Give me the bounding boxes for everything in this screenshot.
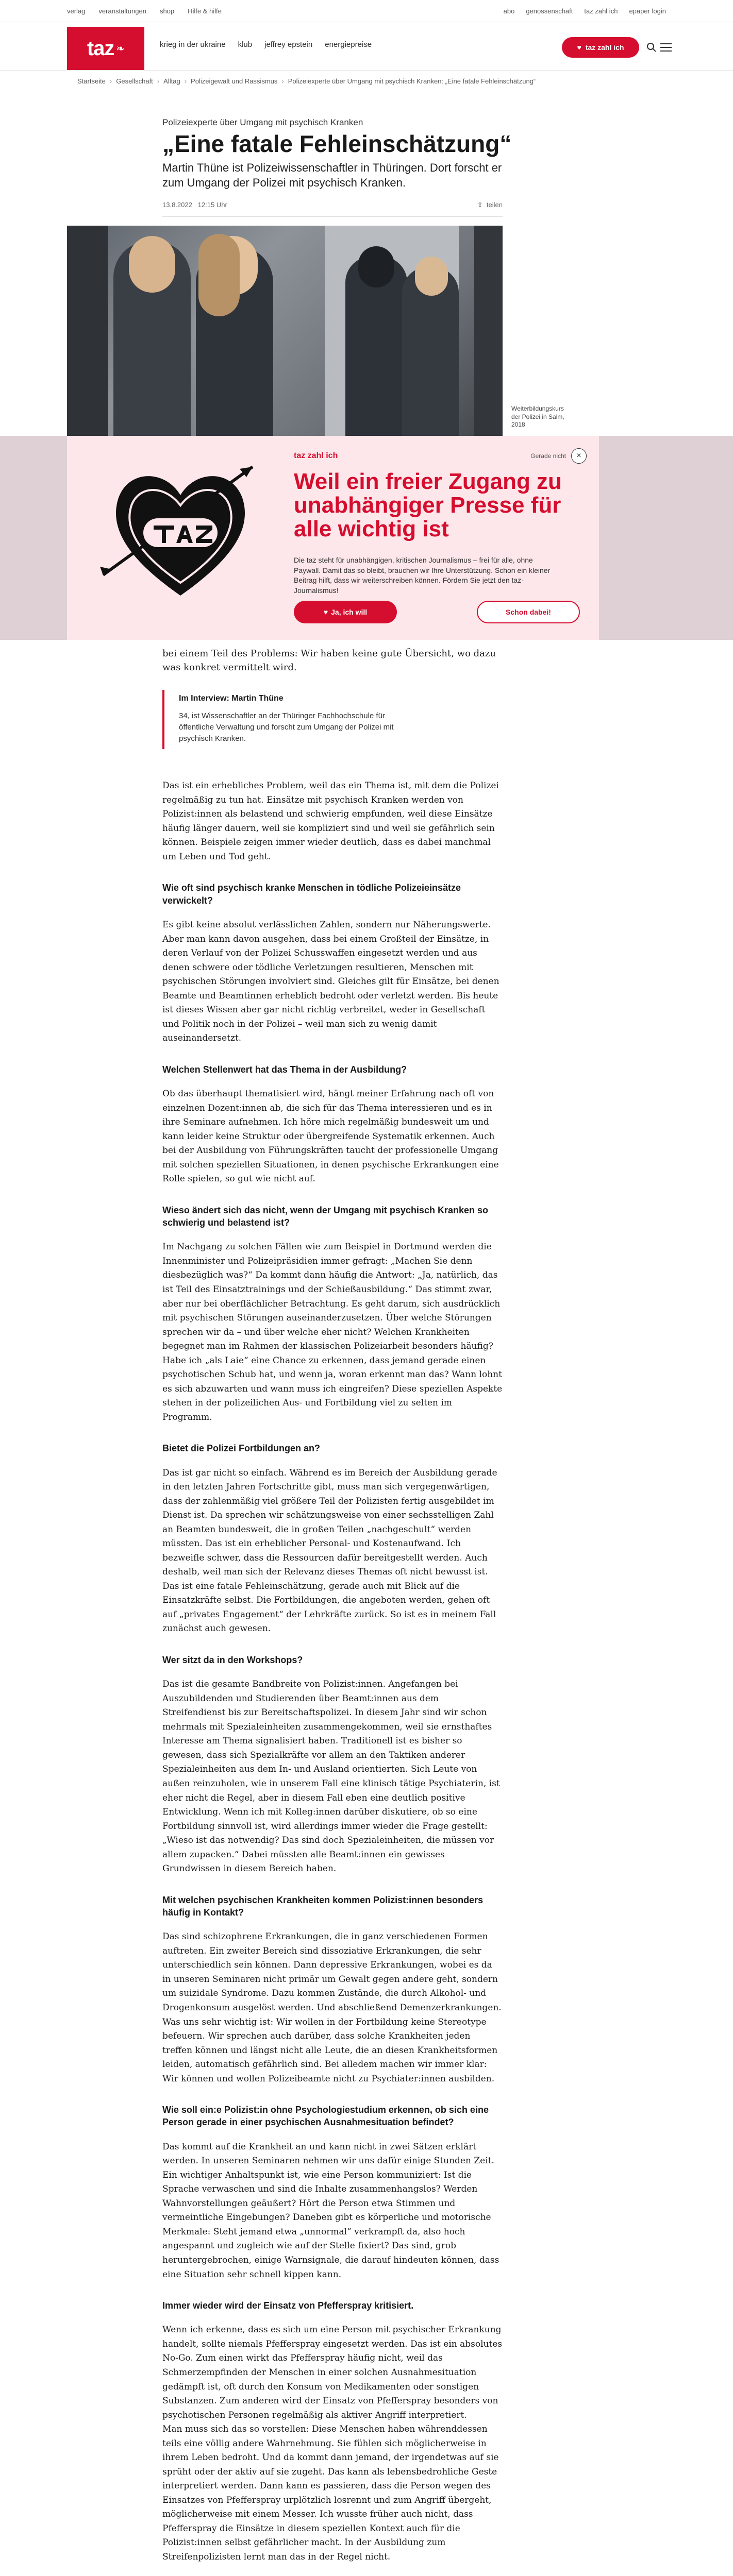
interview-text: 34, ist Wissenschaftler an der Thüringer Fachhochschule für öffentliche Verwaltung und forscht zum Umgang der Polizei mit psychisch Kranken.: [179, 711, 394, 743]
nav-link-energiepreise[interactable]: energiepreise: [325, 40, 372, 49]
interview-title: Im Interview: Martin Thüne: [179, 694, 284, 703]
interview-answer: Im Nachgang zu solchen Fällen wie zum Beispiel in Dortmund werden die Innenminister und Polizeipräsidien immer gefragt: „Machen Sie denn diesbezüglich was?“ Da kommt dann häufig die Antwort: „Ja, natürlich, das ist Teil des Einsatztrainings und der Schießausbildung.“ Das stimmt zwar, aber nur bei oberflächlicher Betrachtung. Es geht darum, sich ausdrücklich mit psychischen Störungen auseinanderzusetzen. Über welche Störungen sprechen wir da – und über welche eher nicht? Welchen Krankheiten begegnet man im Rahmen der klassischen Polizeiarbeit besonders häufig? Habe ich „als Laie“ eine Chance zu erkennen, dass jemand gerade einen psychotischen Schub hat, und wenn ja, woran erkennt man das? Wann lohnt es sich abzuwarten und wann muss ich eingreifen? Diese speziellen Aspekte stehen in der polizeilichen Aus- und Fortbildung viel zu selten im Programm.: [162, 1242, 503, 1422]
menu-icon[interactable]: [658, 39, 674, 56]
share-icon: ⇪: [477, 201, 483, 209]
nav-link-ukraine[interactable]: krieg in der ukraine: [160, 40, 226, 49]
paw-icon: ❧: [116, 43, 125, 55]
interview-question: Welchen Stellenwert hat das Thema in der Ausbildung?: [162, 1064, 407, 1075]
breadcrumb-current: Polizeiexperte über Umgang mit psychisch Kranken: „Eine fatale Fehleinschätzung“: [288, 77, 536, 85]
util-link-shop[interactable]: shop: [159, 7, 175, 15]
inline-article-link[interactable]: der Einsatz von Pfefferspray kritisiert: [246, 2300, 411, 2311]
breadcrumb-separator: ›: [109, 77, 112, 85]
close-icon[interactable]: ×: [571, 448, 587, 464]
interview-answer: Es gibt keine absolut verlässlichen Zahlen, sondern nur Näherungswerte. Aber man kann davon ausgehen, dass bei einem Großteil der Einsätze, in deren Verlauf von der Polizei Schusswaffen eingesetzt werden und aus denen schwere oder tödliche Verletzungen resultieren, Menschen mit psychischen Störungen involviert sind. Gleiches gilt für Einsätze, bei denen Beamte und Beamtinnen erheblich bedroht oder verletzt werden. Bis heute ist dieses Wissen aber gar nicht richtig verbreitet, weder in Gesellschaft und Politik noch in der Polizei – weil man sich zu wenig damit auseinandersetzt.: [162, 920, 499, 1044]
util-link-verlag[interactable]: verlag: [67, 7, 86, 15]
utility-nav-left: [67, 0, 222, 22]
article-teaser: Martin Thüne ist Polizeiwissenschaftler in Thüringen. Dort forscht er zum Umgang der Polizei mit psychisch Kranken.: [162, 161, 502, 189]
donate-yes-label: Ja, ich will: [331, 608, 368, 616]
breadcrumb: [77, 77, 536, 85]
heart-icon: ♥: [323, 608, 328, 616]
nav-link-klub[interactable]: klub: [238, 40, 253, 49]
interview-question: [162, 2299, 503, 2312]
interview-answer: Das sind schizophrene Erkrankungen, die in ganz verschiedenen Formen auftreten. Ein zweiter Bereich sind dissoziative Erkrankungen, die sehr unterschiedlich sein können. Dann depressive Erkrankungen, wobei es da in unseren Seminaren nicht primär um Gewalt gegen andere geht, sondern um suizidale Syndrome. Dazu kommen Zustände, die durch Alkohol- und Drogenkonsum ausgelöst werden. Und abschließend Demenzerkrankungen. Was uns sehr wichtig ist: Wir wollen in der Fortbildung keine Stereotype befeuern. Wir sprechen auch darüber, dass solche Krankheiten jeden treffen können und längst nicht alle Leute, die an diesen Krankheitsformen leiden, automatisch gefährlich sind. Bei alledem machen wir immer klar: Wir können und wollen Polizeibeamte nicht zu Psychiater:innen ausbilden.: [162, 1931, 502, 2084]
modal-title: Weil ein freier Zugang zu unabhängiger Presse für alle wichtig ist: [294, 469, 562, 542]
interview-question: Bietet die Polizei Fortbildungen an?: [162, 1443, 321, 1454]
heart-icon: ♥: [577, 43, 581, 52]
breadcrumb-alltag[interactable]: Alltag: [163, 77, 180, 85]
breadcrumb-home[interactable]: Startseite: [77, 77, 106, 85]
article-title: „Eine fatale Fehleinschätzung“: [162, 130, 512, 157]
interview-answer: Das ist ein erhebliches Problem, weil das ein Thema ist, mit dem die Polizei regelmäßig zu tun hat. Einsätze mit psychisch Kranken werden von Polizist:innen als belastend und schwierig empfunden, weil diese Einsätze häufig länger dauern, weil sie kompliziert sind und weil sie gefährlich sein können. Beispiele zeigen immer wieder deutlich, dass es dabei manchmal um Leben und Tod geht.: [162, 781, 499, 862]
modal-brand: taz zahl ich: [294, 451, 338, 460]
subscribe-label: taz zahl ich: [585, 43, 624, 52]
util-link-abo[interactable]: abo: [503, 7, 515, 15]
modal-body: Die taz steht für unabhängigen, kritischen Journalismus – frei für alle, ohne Paywall. Damit das so bleibt, brauchen wir Ihre Unterstützung. Schon ein kleiner Beitrag hilft, dass wir weiterschreiben können. Fördern Sie jetzt den taz-Journalismus!: [294, 556, 551, 595]
interview-question: Wer sitzt da in den Workshops?: [162, 1655, 303, 1665]
interview-answer: Das ist die gesamte Bandbreite von Polizist:innen. Angefangen bei Auszubildenden und Studierenden über Beamt:innen aus dem Streifendienst bis zur Bereitschaftspolizei. In diesem Jahr sind wir schon mehrmals mit Spezialeinheiten zusammengekommen, weil sie ernsthaftes Interesse am Thema signalisiert haben. Traditionell ist es bisher so gewesen, dass sich Spezialkräfte vor allem an den Taktiken anderer Spezialeinheiten aus dem In- und Ausland orientierten. Sich Leute von außen reinzuholen, wie in unserem Fall eine klinisch tätige Psychiaterin, ist eher nicht die Regel, aber in diesem Fall eben eine deutlich positive Entwicklung. Wenn ich mit Kolleg:innen darüber diskutiere, ob so eine Fortbildung sinnvoll ist, wird allerdings immer wieder die Frage gestellt: „Wieso ist das notwendig? Das sind doch Spezialeinheiten, die müssen vor allem zupacken.“ Dabei müssten alle Beamt:innen ein gewisses Grundwissen in diesem Bereich haben.: [162, 1679, 500, 1874]
breadcrumb-separator: ›: [184, 77, 187, 85]
article-datetime: [162, 201, 227, 209]
interview-answer: Das ist gar nicht so einfach. Während es im Bereich der Ausbildung gerade in den letzten Jahren Fortschritte gibt, muss man sich vergegenwärtigen, dass der zahlenmäßig viel größere Teil der Polizisten fertig ausgebildet im Dienst ist. Da sprechen wir schätzungsweise von einer sechsstelligen Zahl an Beamten bundesweit, die in großen Teilen „nachgeschult“ werden müssten. Das ist ein erheblicher Personal- und Kostenaufwand. Ich bezweifle schwer, dass die Ressourcen dafür bereitgestellt werden. Auch deshalb, weil man sich der Relevanz dieses Themas oft nicht bewusst ist. Das ist eine fatale Fehleinschätzung, gerade auch mit Blick auf die Einsatzkräfte selbst. Die Fortbildungen, die angeboten werden, gehen oft auf „privates Engagement“ der Lehrkräfte zurück. So ist es in meinem Fall zunächst auch gewesen.: [162, 1467, 497, 1634]
util-link-taz-zahl-ich[interactable]: taz zahl ich: [584, 7, 618, 15]
breadcrumb-separator: ›: [281, 77, 284, 85]
topic-nav: [160, 40, 372, 49]
interview-question: Wieso ändert sich das nicht, wenn der Umgang mit psychisch Kranken so schwierig und belastend ist?: [162, 1205, 488, 1228]
interview-answer: Wenn ich erkenne, dass es sich um eine Person mit psychischer Erkrankung handelt, sollte niemals Pfefferspray eingesetzt werden. Das ist ein absolutes No-Go. Zum einen wirkt das Pfefferspray häufig nicht, weil das Schmerzempfinden der Menschen in einer solchen Ausnahmesituation gedämpft ist, oft durch den Konsum von Medikamenten oder sonstigen Substanzen. Zum anderen wird der Einsatz von Pfefferspray besonders von psychotischen Personen regelmäßig als aktiver Angriff interpretiert.: [162, 2325, 503, 2420]
interview-answer: Ob das überhaupt thematisiert wird, hängt meiner Erfahrung nach oft von einzelnen Dozent:innen ab, die sich für das Thema interessieren und es in ihre Seminare aufnehmen. Ich höre mich regelmäßig bundesweit um und kann leider keine Struktur oder übergreifende Systematik erkennen. Auch bei der Ausbildung von Führungskräften taucht der professionelle Umgang mit solchen speziellen Situationen, in denen psychische Erkrankungen eine Rolle spielen, so gut wie nicht auf.: [162, 1089, 499, 1184]
nav-link-epstein[interactable]: jeffrey epstein: [264, 40, 313, 49]
breadcrumb-gesellschaft[interactable]: Gesellschaft: [116, 77, 153, 85]
interview-answer: Das kommt auf die Krankheit an und kann nicht in zwei Sätzen erklärt werden. In unseren Seminaren nehmen wir uns dafür einige Stunden Zeit. Ein wichtiger Anhaltspunkt ist, wie eine Person kommuniziert: Ist die Sprache verwaschen und sind die Inhalte zusammenhangslos? Werden Wahnvorstellungen geäußert? Hört die Person etwa Stimmen und vermeintliche Eingebungen? Daneben gibt es körperliche und motorische Merkmale: Steht jemand etwa „unnormal“ verkrampft da, also hoch angespannt und zugleich wie auf der Stelle fixiert? Das sind, grob heruntergebrochen, einige Warnsignale, die darauf hindeuten können, dass eine Situation sehr schnell kippen kann.: [162, 2141, 499, 2280]
util-link-veranstaltungen[interactable]: veranstaltungen: [98, 7, 146, 15]
article-kicker: Polizeiexperte über Umgang mit psychisch Kranken: [162, 117, 363, 127]
utility-bar: [0, 0, 733, 22]
article-blocks: [162, 779, 503, 2576]
question-text: .: [411, 2300, 414, 2311]
main-header: [0, 22, 733, 71]
article-time: 12:15 Uhr: [197, 201, 227, 209]
article-date: 13.8.2022: [162, 201, 192, 209]
breadcrumb-polizeigewalt[interactable]: Polizeigewalt und Rassismus: [191, 77, 278, 85]
donation-modal: [67, 436, 599, 640]
logo-text: taz: [87, 37, 114, 60]
share-button[interactable]: [477, 201, 503, 209]
subscribe-button[interactable]: [562, 37, 639, 58]
taz-heart-icon: [98, 456, 263, 606]
util-link-epaper-login[interactable]: epaper login: [629, 7, 666, 15]
interview-question: Mit welchen psychischen Krankheiten kommen Polizist:innen besonders häufig in Kontakt?: [162, 1894, 484, 1918]
util-link-hilfe[interactable]: Hilfe & hilfe: [188, 7, 222, 15]
utility-nav-right: [504, 0, 666, 22]
article-meta: [162, 201, 503, 217]
article-body: [162, 647, 503, 2576]
util-link-genossenschaft[interactable]: genossenschaft: [526, 7, 573, 15]
interview-answer: Man muss sich das so vorstellen: Diese Menschen haben währenddessen teils eine völlig andere Wahrnehmung. Sie fühlen sich möglicherweise in ihrem Leben bedroht. Und da kommt dann jemand, der irgendetwas auf sie sprüht oder der aktiv auf sie zugeht. Das kann als lebensbedrohliche Geste interpretiert werden. Dann kann es passieren, dass die Person wegen des Einsatzes von Pfefferspray urplötzlich losrennt und zum Angriff übergeht, möglicherweise mit einem Messer. Ich wusste früher auch nicht, dass Pfefferspray die Einsätze in diesem speziellen Kontext auch für die Polizist:innen selbst gefährlicher macht. In der Ausbildung zum Streifenpolizisten lernt man das in der Regel nicht.: [162, 2424, 499, 2562]
photo-caption: Weiterbildungskurs der Polizei in Salm, 2018: [511, 405, 564, 429]
modal-close-label[interactable]: Gerade nicht: [530, 452, 566, 460]
interview-question: Wie oft sind psychisch kranke Menschen in tödliche Polizeieinsätze verwickelt?: [162, 883, 461, 906]
modal-close-row: [530, 448, 587, 464]
article-paragraph-intro: bei einem Teil des Problems: Wir haben keine gute Übersicht, wo dazu was konkret vermittelt wird.: [162, 648, 496, 673]
breadcrumb-separator: ›: [157, 77, 160, 85]
taz-logo[interactable]: [67, 27, 144, 70]
already-member-button[interactable]: Schon dabei!: [477, 601, 580, 623]
share-label: teilen: [486, 201, 503, 209]
interview-question: Wie soll ein:e Polizist:in ohne Psychologiestudium erkennen, ob sich eine Person gerade in einer psychischen Ausnahmesituation befindet?: [162, 2105, 489, 2128]
article-photo: [67, 226, 503, 436]
question-text: Immer wieder wird: [162, 2300, 247, 2311]
interview-box: [162, 690, 503, 749]
donate-yes-button[interactable]: [294, 601, 397, 623]
